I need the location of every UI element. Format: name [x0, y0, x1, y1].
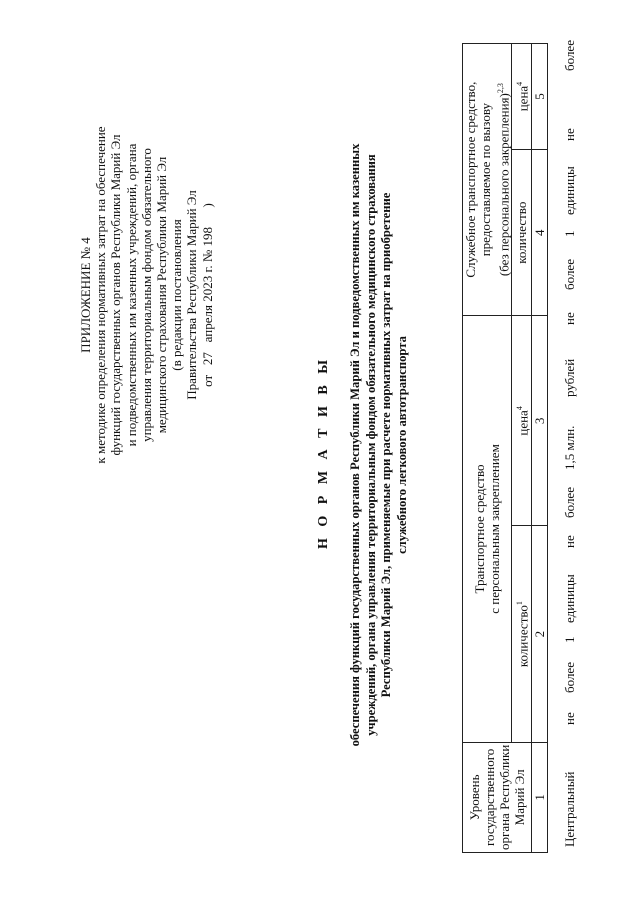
subtitle-line: служебного легкового автотранспорта: [394, 336, 409, 554]
row-word: не: [562, 128, 577, 141]
annex-number: 198: [199, 227, 215, 247]
footnote-sup: 4: [515, 406, 525, 411]
annex-date: [200, 15, 215, 575]
header-on-call-vehicle: Служебное транспортное средство, предоставляемое по вызову (без персонального закрепления)$^{2,3}$: [463, 44, 512, 316]
row-word: более: [562, 259, 577, 290]
header-quantity: количество$^1$: [512, 526, 531, 742]
row-word: единицы: [562, 166, 577, 215]
subtitle-line: обеспечения функций государственных органов Республики Марий Эл и подведомственных им казенных: [348, 143, 362, 747]
row-word: не: [562, 535, 577, 548]
row-word: единицы: [562, 574, 577, 623]
column-number: 4: [531, 150, 547, 316]
table-number-row: [531, 44, 547, 853]
column-number: 3: [531, 316, 547, 526]
row-level: Центральный: [562, 771, 577, 847]
row-word: не: [562, 312, 577, 325]
row-word: не: [562, 712, 577, 725]
footnote-sup: 1: [515, 601, 525, 606]
subtitle-line: учреждений, органа управления территориальным фондом обязательного медицинского страхования: [363, 154, 378, 736]
annex-date-day: 27: [199, 352, 215, 366]
table-subheader-row: [512, 44, 531, 853]
annex-header: [78, 15, 215, 575]
annex-line: к методике определения нормативных затрат на обеспечение: [93, 126, 109, 464]
annex-title: ПРИЛОЖЕНИЕ № 4: [78, 237, 93, 353]
footnote-sup: 4: [515, 81, 525, 86]
row-word: более: [562, 487, 577, 518]
annex-authority: Правительства Республики Марий Эл: [184, 190, 200, 400]
header-price: цена$^4$: [512, 44, 531, 150]
column-number: 1: [531, 742, 547, 852]
annex-line: и подведомственных им казенных учреждений, органа: [123, 143, 139, 447]
annex-close-paren: ): [199, 203, 215, 208]
header-level: Уровень государственного органа Республики Марий Эл: [463, 742, 532, 852]
row-word: более: [562, 662, 577, 693]
document-title: Н О Р М А Т И В Ы: [316, 356, 331, 549]
norms-table: [462, 43, 548, 853]
header-price: цена$^4$: [512, 316, 531, 526]
annex-date-prefix: от: [199, 374, 215, 387]
row-word: 1: [562, 230, 577, 237]
row-word: рублей: [562, 358, 577, 397]
annex-revision: (в редакции постановления: [169, 219, 185, 371]
row-word: 1,5 млн.: [562, 425, 577, 470]
header-personal-vehicle: Транспортное средство с персональным закреплением: [463, 316, 512, 742]
column-number: 5: [531, 44, 547, 150]
subtitle-line: Республики Марий Эл, применяемые при расчете нормативных затрат на приобретение: [379, 192, 394, 698]
document-subtitle: [348, 95, 410, 795]
header-quantity: количество: [512, 150, 531, 316]
annex-date-rest: апреля 2023 г. №: [199, 249, 215, 343]
annex-line: управления территориальным фондом обязательного: [138, 148, 154, 442]
column-number: 2: [531, 526, 547, 742]
row-word: более: [562, 40, 577, 71]
footnote-sup: 2,3: [496, 83, 505, 94]
annex-line: медицинского страхования Республики Марий Эл: [154, 156, 170, 434]
row-word: 1: [562, 636, 577, 643]
annex-line: функций государственных органов Республики Марий Эл: [108, 134, 124, 456]
table-header-row: [463, 44, 512, 853]
